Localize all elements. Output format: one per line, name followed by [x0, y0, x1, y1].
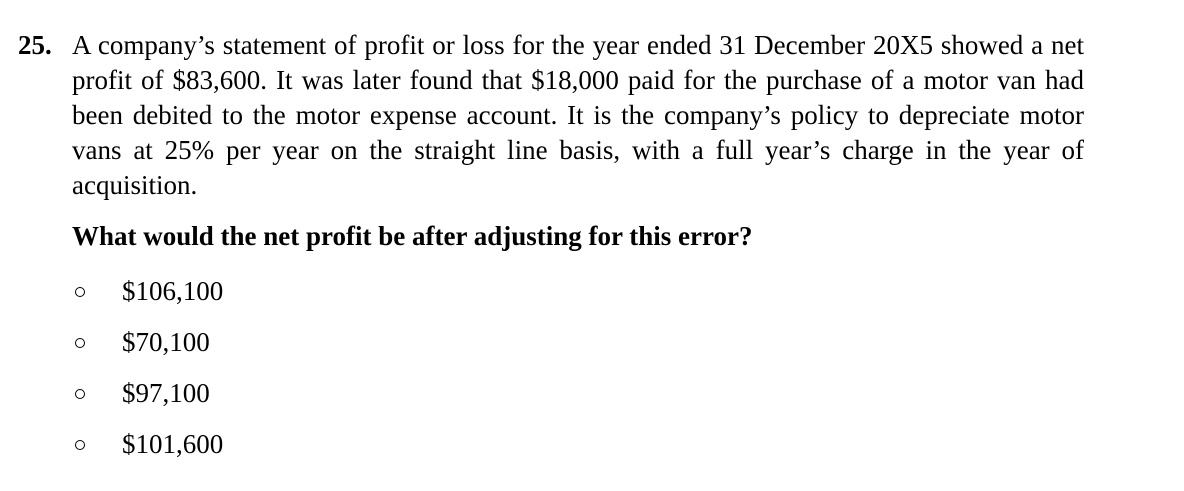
answer-option-label: $97,100	[122, 378, 210, 408]
answer-option-1[interactable]	[72, 266, 1088, 317]
answer-options	[72, 266, 1088, 470]
answer-option-label: $101,600	[122, 429, 224, 459]
question-block	[18, 28, 1088, 470]
answer-option-2[interactable]	[72, 317, 1088, 368]
question-stem	[18, 28, 1088, 203]
answer-option-3[interactable]	[72, 368, 1088, 419]
radio-button-icon[interactable]	[75, 440, 85, 450]
radio-button-icon[interactable]	[75, 389, 85, 399]
radio-button-icon[interactable]	[75, 287, 85, 297]
answer-option-label: $106,100	[122, 276, 224, 306]
question-prompt: What would the net profit be after adjusting for this error?	[72, 221, 753, 251]
question-number: 25.	[18, 30, 52, 60]
radio-button-icon[interactable]	[75, 338, 85, 348]
answer-option-4[interactable]	[72, 419, 1088, 470]
answer-option-label: $70,100	[122, 327, 210, 357]
question-text: A company’s statement of profit or loss for the year ended 31 December 20X5 showed a net profit of $83,600. It was later found that $18,000 paid for the purchase of a motor van had been debited to the motor expense account. It is the company’s policy to depreciate motor vans at 25% per year on the straight line basis, with a full year’s charge in the year of acquisition.	[72, 30, 1084, 200]
